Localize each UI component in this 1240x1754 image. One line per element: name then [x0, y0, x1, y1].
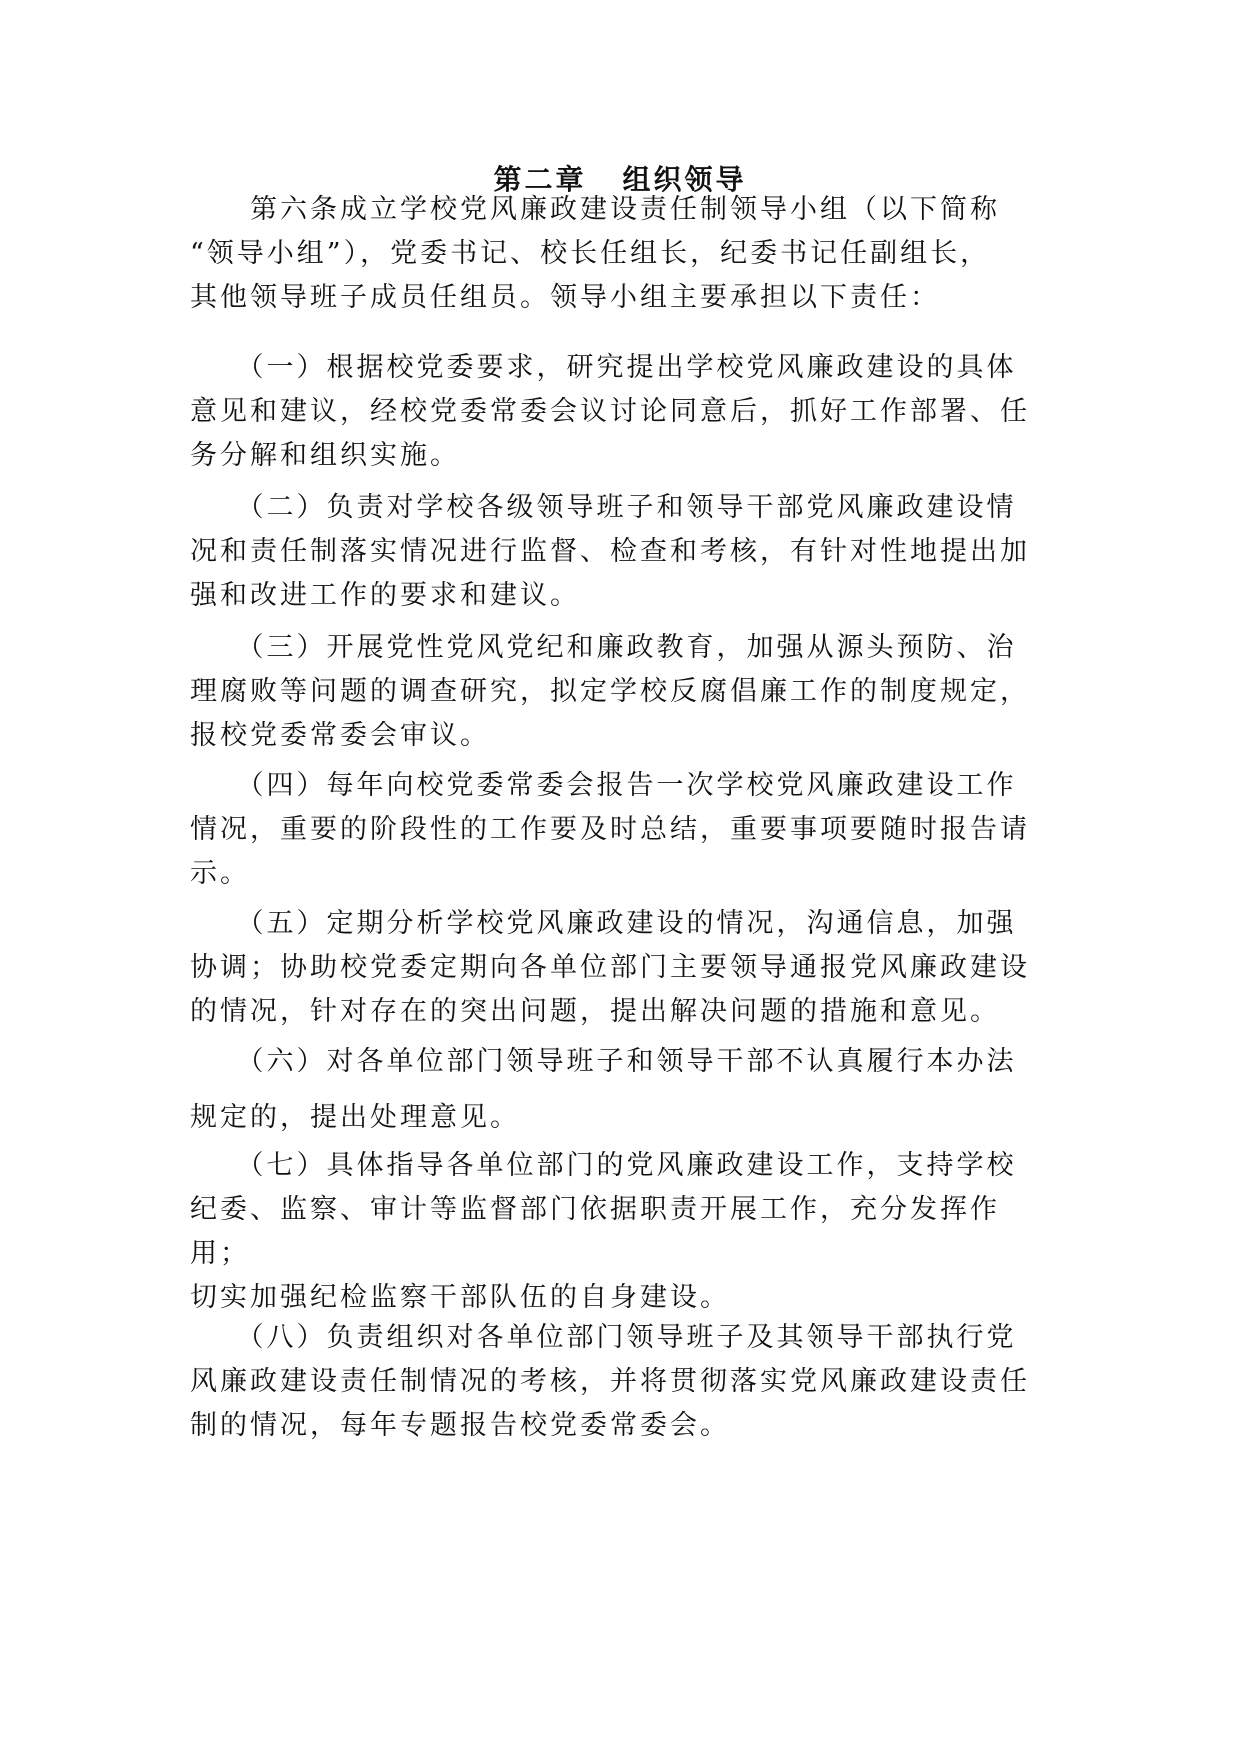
text-line: （五）定期分析学校党风廉政建设的情况，沟通信息，加强 [190, 908, 1017, 939]
text-line: 情况，重要的阶段性的工作要及时总结，重要事项要随时报告请 [190, 814, 1030, 845]
text-line: （八）负责组织对各单位部门领导班子及其领导干部执行党 [190, 1322, 1017, 1353]
text-line: （三）开展党性党风党纪和廉政教育，加强从源头预防、治 [190, 632, 1017, 663]
text-line: 强和改进工作的要求和建议。 [190, 580, 580, 611]
text-line: 纪委、监察、审计等监督部门依据职责开展工作，充分发挥作 [190, 1194, 1000, 1225]
text-line: 的情况，针对存在的突出问题，提出解决问题的措施和意见。 [190, 996, 1000, 1027]
text-line: （七）具体指导各单位部门的党风廉政建设工作，支持学校 [190, 1150, 1017, 1181]
item-two-paragraph [190, 486, 1050, 618]
text-line: 务分解和组织实施。 [190, 440, 460, 471]
text-line: 其他领导班子成员任组员。领导小组主要承担以下责任： [190, 282, 940, 313]
item-seven-paragraph [190, 1144, 1050, 1320]
text-line: （六）对各单位部门领导班子和领导干部不认真履行本办法 [190, 1046, 1017, 1077]
chapter-heading: 组织领导 [622, 163, 747, 196]
text-line: （二）负责对学校各级领导班子和领导干部党风廉政建设情 [190, 492, 1017, 523]
text-line: 报校党委常委会审议。 [190, 720, 490, 751]
text-line: 第六条成立学校党风廉政建设责任制领导小组（以下简称 [190, 194, 1000, 225]
text-line: 示。 [190, 858, 250, 889]
text-line: 用； [190, 1238, 250, 1269]
text-line: 理腐败等问题的调查研究，拟定学校反腐倡廉工作的制度规定， [190, 676, 1030, 707]
text-line: 规定的，提出处理意见。 [190, 1102, 520, 1133]
text-line: 况和责任制落实情况进行监督、检查和考核，有针对性地提出加 [190, 536, 1030, 567]
item-four-paragraph [190, 764, 1050, 896]
text-line: “领导小组”），党委书记、校长任组长，纪委书记任副组长， [190, 238, 991, 269]
chapter-number: 第二章 [493, 163, 587, 196]
item-five-paragraph [190, 902, 1050, 1034]
item-six-paragraph [190, 1034, 1050, 1146]
text-line: 协调；协助校党委定期向各单位部门主要领导通报党风廉政建设 [190, 952, 1030, 983]
item-eight-paragraph [190, 1316, 1050, 1448]
text-line: （四）每年向校党委常委会报告一次学校党风廉政建设工作 [190, 770, 1017, 801]
text-line: 制的情况，每年专题报告校党委常委会。 [190, 1410, 730, 1441]
item-one-paragraph [190, 346, 1050, 478]
text-line: 切实加强纪检监察干部队伍的自身建设。 [190, 1282, 730, 1313]
article-six-paragraph [190, 188, 1050, 320]
item-three-paragraph [190, 626, 1050, 758]
text-line: （一）根据校党委要求，研究提出学校党风廉政建设的具体 [190, 352, 1017, 383]
text-line: 意见和建议，经校党委常委会议讨论同意后，抓好工作部署、任 [190, 396, 1030, 427]
text-line: 风廉政建设责任制情况的考核，并将贯彻落实党风廉政建设责任 [190, 1366, 1030, 1397]
